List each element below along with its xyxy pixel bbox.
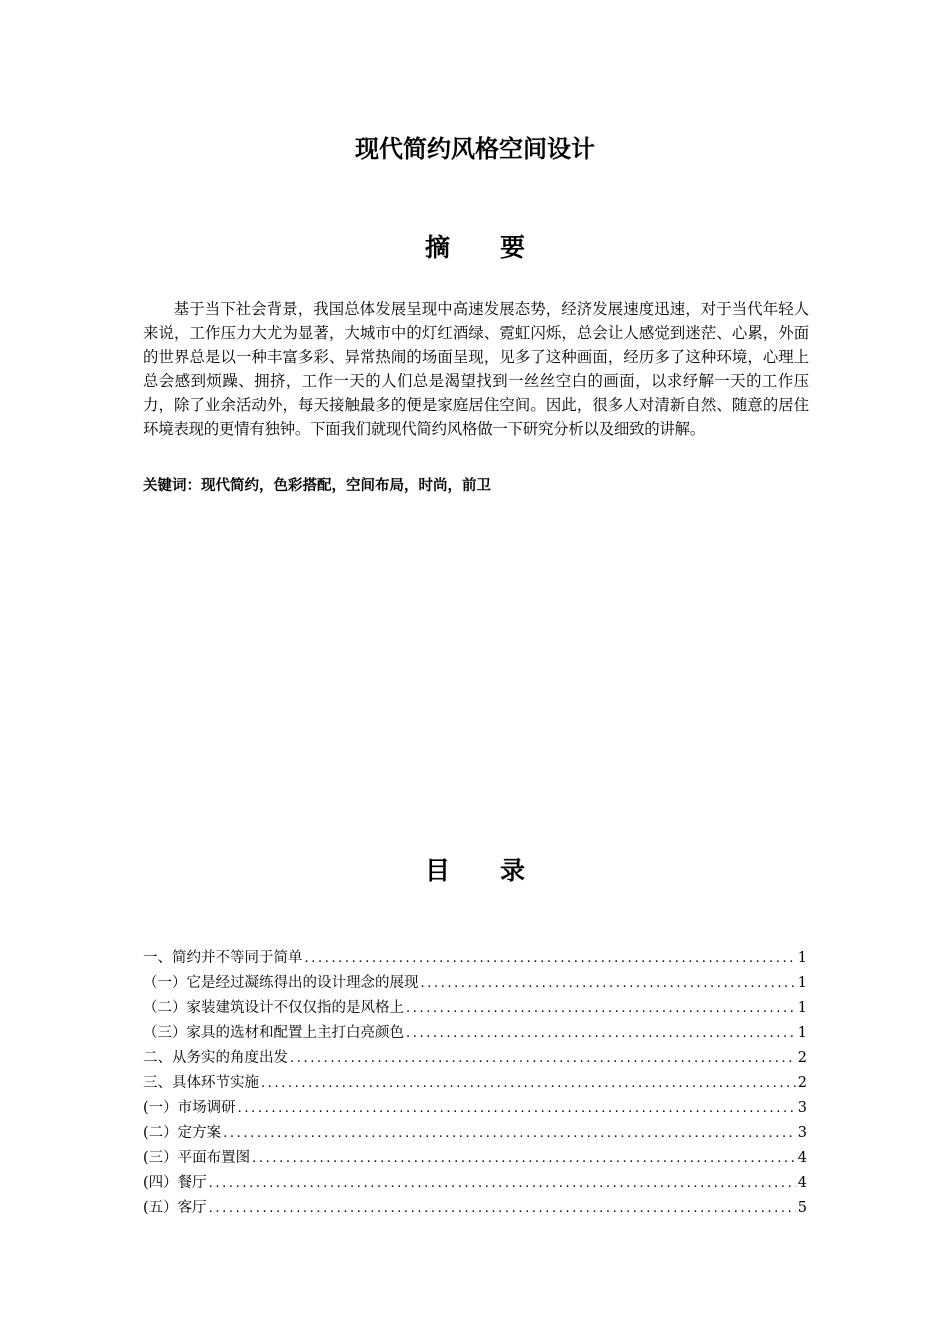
keywords-line: 关键词：现代简约，色彩搭配，空间布局，时尚，前卫	[143, 478, 491, 494]
toc-entry[interactable]	[143, 1096, 807, 1121]
toc-entry[interactable]	[143, 1021, 807, 1046]
toc-page-number: 1	[797, 975, 807, 991]
toc-entry[interactable]	[143, 1171, 807, 1196]
toc-dot-leader	[223, 1121, 796, 1146]
toc-page-number: 1	[797, 1025, 807, 1041]
toc-entry-title: （三）家具的选材和配置上主打白亮颜色	[143, 1025, 404, 1041]
toc-page-number: 4	[797, 1150, 807, 1166]
toc-entry-title: 二、从务实的角度出发	[143, 1050, 288, 1066]
document-title: 现代简约风格空间设计	[355, 135, 595, 163]
toc-page-number: 1	[797, 950, 807, 966]
toc-dot-leader	[406, 996, 796, 1021]
toc-page-number: 2	[797, 1075, 807, 1091]
toc-entry[interactable]	[143, 996, 807, 1021]
toc-dot-leader	[209, 1171, 796, 1196]
toc-dot-leader	[406, 1021, 796, 1046]
toc-entry[interactable]	[143, 1146, 807, 1171]
toc-entry-title: (五）客厅	[143, 1200, 207, 1216]
toc-page-number: 3	[797, 1100, 807, 1116]
toc-entry-title: (四）餐厅	[143, 1175, 207, 1191]
toc-dot-leader	[252, 1146, 796, 1171]
toc-heading	[0, 854, 950, 888]
toc-dot-leader	[290, 1046, 796, 1071]
toc-page-number: 2	[797, 1050, 807, 1066]
toc-page-number: 4	[797, 1175, 807, 1191]
toc-entry-title: (二）定方案	[143, 1125, 222, 1141]
toc-page-number: 3	[797, 1125, 807, 1141]
toc-entry[interactable]	[143, 1071, 807, 1096]
toc-heading-char-1: 目	[424, 856, 450, 885]
toc-entry-title: (三）平面布置图	[143, 1150, 251, 1166]
abstract-heading	[0, 231, 950, 265]
abstract-body: 基于当下社会背景，我国总体发展呈现中高速发展态势，经济发展速度迅速，对于当代年轻人来说，工作压力大尤为显著，大城市中的灯红酒绿、霓虹闪烁，总会让人感觉到迷茫、心累，外面的世界总是以一种丰富多彩、异常热闹的场面呈现，见多了这种画面，经历多了这种环境，心理上总会感到烦躁、拥挤，工作一天的人们总是渴望找到一丝丝空白的画面，以求纾解一天的工作压力，除了业余活动外，每天接触最多的便是家庭居住空间。因此，很多人对清新自然、随意的居住环境表现的更情有独钟。下面我们就现代简约风格做一下研究分析以及细致的讲解。	[143, 300, 809, 438]
toc-entry[interactable]	[143, 971, 807, 996]
toc-dot-leader	[238, 1096, 796, 1121]
table-of-contents	[143, 946, 807, 1221]
toc-dot-leader	[305, 946, 796, 971]
toc-entry[interactable]	[143, 1196, 807, 1221]
abstract-heading-char-1: 摘	[424, 233, 450, 262]
toc-entry-title: （二）家装建筑设计不仅仅指的是风格上	[143, 1000, 404, 1016]
toc-heading-char-2: 录	[500, 856, 526, 885]
toc-dot-leader	[421, 971, 796, 996]
toc-entry[interactable]	[143, 1046, 807, 1071]
abstract-heading-char-2: 要	[500, 233, 526, 262]
toc-entry[interactable]	[143, 946, 807, 971]
toc-entry-title: (一）市场调研	[143, 1100, 236, 1116]
toc-dot-leader	[261, 1071, 796, 1096]
toc-entry[interactable]	[143, 1121, 807, 1146]
toc-entry-title: 一、简约并不等同于简单	[143, 950, 303, 966]
toc-entry-title: 三、具体环节实施	[143, 1075, 259, 1091]
toc-dot-leader	[209, 1196, 796, 1221]
toc-page-number: 5	[797, 1200, 807, 1216]
toc-page-number: 1	[797, 1000, 807, 1016]
toc-entry-title: （一）它是经过凝练得出的设计理念的展现	[143, 975, 419, 991]
